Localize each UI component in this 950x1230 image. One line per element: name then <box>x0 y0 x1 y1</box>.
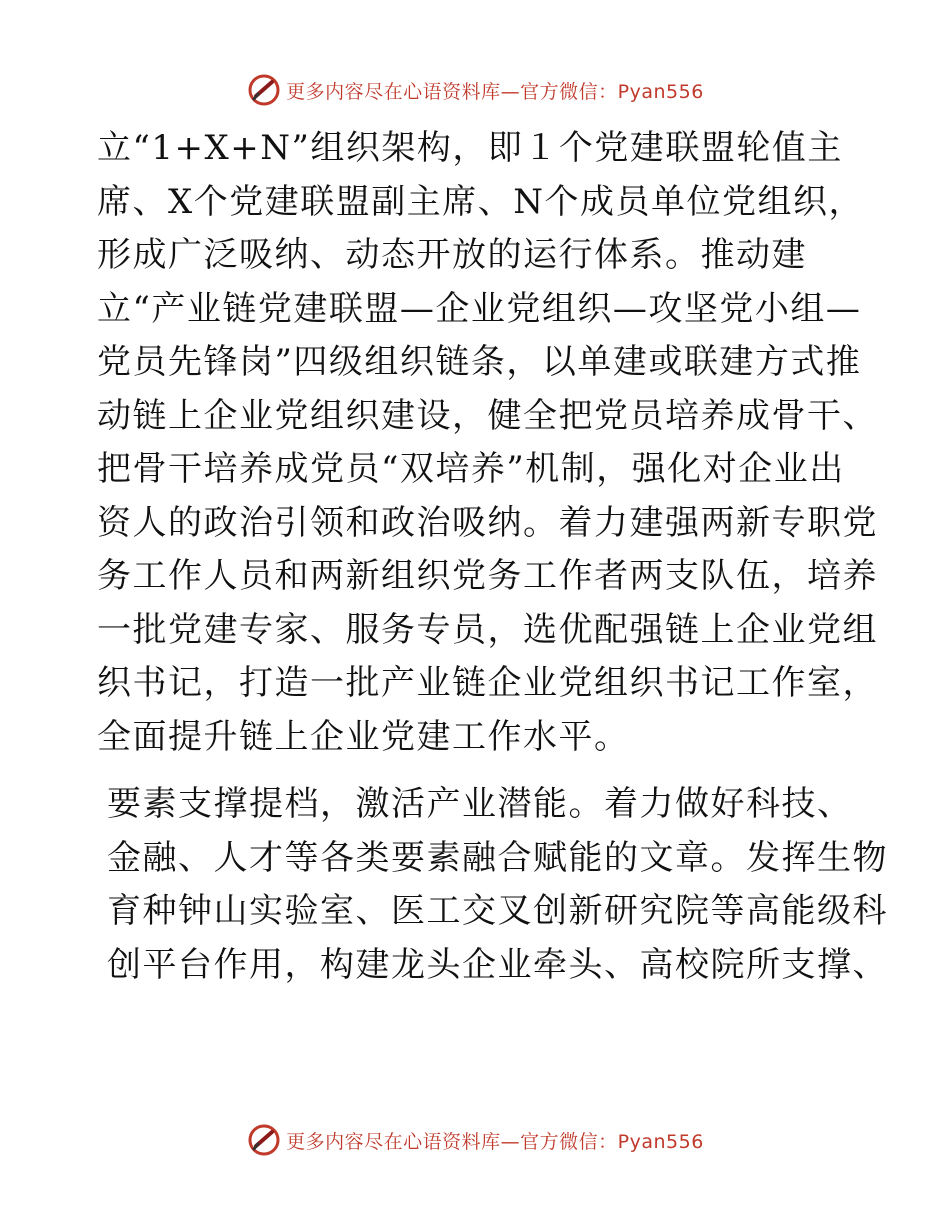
text-line: 一批党建专家、服务专员，选优配强链上企业党组 <box>97 609 878 650</box>
header-banner <box>0 70 950 110</box>
text-line: 要素支撑提档，激活产业潜能。着力做好科技、 <box>107 784 853 824</box>
text-line: 育种钟山实验室、医工交叉创新研究院等高能级科 <box>107 891 888 931</box>
text-line: 资人的政治引领和政治吸纳。着力建强两新专职党 <box>97 502 878 543</box>
text-line: 全面提升链上企业党建工作水平。 <box>97 716 630 757</box>
header-banner-text: 更多内容尽在心语资料库—官方微信：Pyan556 <box>286 80 704 103</box>
footer-banner-text: 更多内容尽在心语资料库—官方微信：Pyan556 <box>286 1130 704 1153</box>
logo-icon <box>246 72 282 108</box>
footer-banner <box>0 1120 950 1160</box>
text-line: 形成广泛吸纳、动态开放的运行体系。推动建 <box>97 235 807 275</box>
text-line: 织书记，打造一批产业链企业党组织书记工作室， <box>97 663 878 703</box>
text-line: 党员先锋岗”四级组织链条，以单建或联建方式推 <box>97 342 862 382</box>
text-line: 把骨干培养成党员“双培养”机制，强化对企业出 <box>97 449 845 489</box>
text-line: 创平台作用，构建龙头企业牵头、高校院所支撑、 <box>107 944 888 985</box>
document-body <box>97 122 888 992</box>
text-line: 动链上企业党组织建设，健全把党员培养成骨干、 <box>97 395 878 436</box>
paragraph-2 <box>97 778 888 992</box>
logo-icon <box>246 1122 282 1158</box>
text-line: 立“产业链党建联盟—企业党组织—攻坚党小组— <box>97 288 862 329</box>
text-line: 立“1+X+N”组织架构，即１个党建联盟轮值主 <box>97 128 843 168</box>
paragraph-1 <box>97 122 878 764</box>
text-line: 席、X个党建联盟副主席、N个成员单位党组织， <box>97 181 864 222</box>
text-line: 务工作人员和两新组织党务工作者两支队伍，培养 <box>97 556 878 596</box>
text-line: 金融、人才等各类要素融合赋能的文章。发挥生物 <box>107 837 888 878</box>
